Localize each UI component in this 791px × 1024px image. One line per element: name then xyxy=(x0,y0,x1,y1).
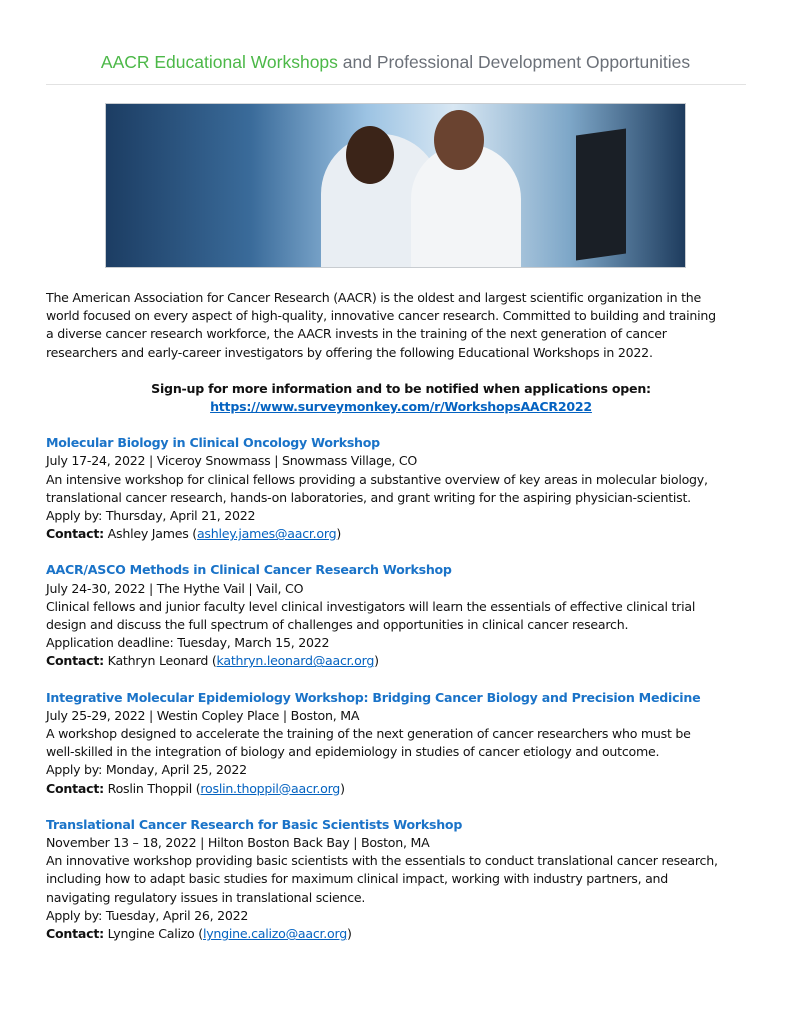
workshop-description: An innovative workshop providing basic scientists with the essentials to conduct translational cancer research, xyxy=(46,853,718,869)
workshop-description: including how to adapt basic studies for maximum clinical impact, working with industry partners, and xyxy=(46,871,669,887)
workshop-deadline: Apply by: Monday, April 25, 2022 xyxy=(46,762,247,778)
workshop-deadline: Application deadline: Tuesday, March 15, 2022 xyxy=(46,635,330,651)
intro-line: world focused on every aspect of high-quality, innovative cancer research. Committed to building and training xyxy=(46,308,716,324)
contact-label: Contact: xyxy=(46,526,104,542)
workshop-details: July 24-30, 2022 | The Hythe Vail | Vail, CO xyxy=(46,580,304,596)
workshop-description: translational cancer research, hands-on laboratories, and grant writing for the aspiring physician-scientist. xyxy=(46,489,691,505)
signup-text: Sign-up for more information and to be notified when applications open: xyxy=(151,380,651,396)
workshop-contact: Contact: Kathryn Leonard (kathryn.leonard@aacr.org) xyxy=(46,653,379,669)
workshop-description: Clinical fellows and junior faculty level clinical investigators will learn the essentials of effective clinical trial xyxy=(46,598,696,614)
scientist-head xyxy=(434,110,484,170)
title-rest: and Professional Development Opportunities xyxy=(337,52,691,72)
contact-email-link[interactable]: ashley.james@aacr.org xyxy=(196,526,337,542)
document-body xyxy=(46,289,756,943)
contact-label: Contact: xyxy=(46,926,104,942)
title-divider xyxy=(46,84,746,85)
workshop-details: November 13 – 18, 2022 | Hilton Boston Back Bay | Boston, MA xyxy=(46,835,430,851)
contact-email-link[interactable]: roslin.thoppil@aacr.org xyxy=(200,780,341,796)
hero-image-scientists-lab xyxy=(105,103,686,268)
workshop-description: An intensive workshop for clinical fellows providing a substantive overview of key areas in molecular biology, xyxy=(46,471,708,487)
workshop-description: navigating regulatory issues in translational science. xyxy=(46,889,366,905)
workshop-deadline: Apply by: Thursday, April 21, 2022 xyxy=(46,508,256,524)
workshop-item xyxy=(46,561,756,670)
workshop-description: design and discuss the full spectrum of challenges and opportunities in clinical cancer research. xyxy=(46,617,629,633)
workshop-title: Molecular Biology in Clinical Oncology Workshop xyxy=(46,435,380,451)
workshop-title: Integrative Molecular Epidemiology Workshop: Bridging Cancer Biology and Precision Medicine xyxy=(46,689,701,705)
intro-paragraph xyxy=(46,289,756,362)
workshop-description: well-skilled in the integration of biology and epidemiology in studies of cancer etiology and outcome. xyxy=(46,744,660,760)
intro-line: a diverse cancer research workforce, the AACR invests in the training of the next generation of cancer xyxy=(46,326,667,342)
workshop-contact: Contact: Ashley James (ashley.james@aacr.org) xyxy=(46,526,341,542)
signup-link[interactable]: https://www.surveymonkey.com/r/WorkshopsAACR2022 xyxy=(210,399,592,415)
title-highlight: AACR Educational Workshops xyxy=(100,52,338,72)
contact-email-link[interactable]: lyngine.calizo@aacr.org xyxy=(202,926,347,942)
intro-line: The American Association for Cancer Research (AACR) is the oldest and largest scientific organization in the xyxy=(46,290,702,305)
workshop-item xyxy=(46,689,756,798)
contact-name: Ashley James xyxy=(107,526,189,542)
contact-label: Contact: xyxy=(46,653,104,669)
workshop-item xyxy=(46,816,756,943)
workshop-item xyxy=(46,434,756,543)
intro-line: researchers and early-career investigators by offering the following Educational Workshops in 2022. xyxy=(46,344,653,360)
contact-name: Kathryn Leonard xyxy=(107,653,209,669)
workshop-contact: Contact: Roslin Thoppil (roslin.thoppil@aacr.org) xyxy=(46,780,345,796)
contact-label: Contact: xyxy=(46,780,104,796)
workshop-deadline: Apply by: Tuesday, April 26, 2022 xyxy=(46,907,249,923)
page-title xyxy=(0,52,791,73)
workshop-contact: Contact: Lyngine Calizo (lyngine.calizo@aacr.org) xyxy=(46,926,352,942)
workshop-details: July 17-24, 2022 | Viceroy Snowmass | Snowmass Village, CO xyxy=(46,453,418,469)
workshop-description: A workshop designed to accelerate the training of the next generation of cancer researchers who must be xyxy=(46,726,691,742)
contact-name: Roslin Thoppil xyxy=(107,780,192,796)
scientist-head xyxy=(346,126,394,184)
workshop-title: Translational Cancer Research for Basic Scientists Workshop xyxy=(46,816,463,832)
workshop-details: July 25-29, 2022 | Westin Copley Place | Boston, MA xyxy=(46,707,360,723)
signup-section xyxy=(46,380,756,416)
workshop-title: AACR/ASCO Methods in Clinical Cancer Research Workshop xyxy=(46,562,452,578)
monitor-shape xyxy=(576,128,626,260)
contact-name: Lyngine Calizo xyxy=(107,926,195,942)
contact-email-link[interactable]: kathryn.leonard@aacr.org xyxy=(216,653,375,669)
